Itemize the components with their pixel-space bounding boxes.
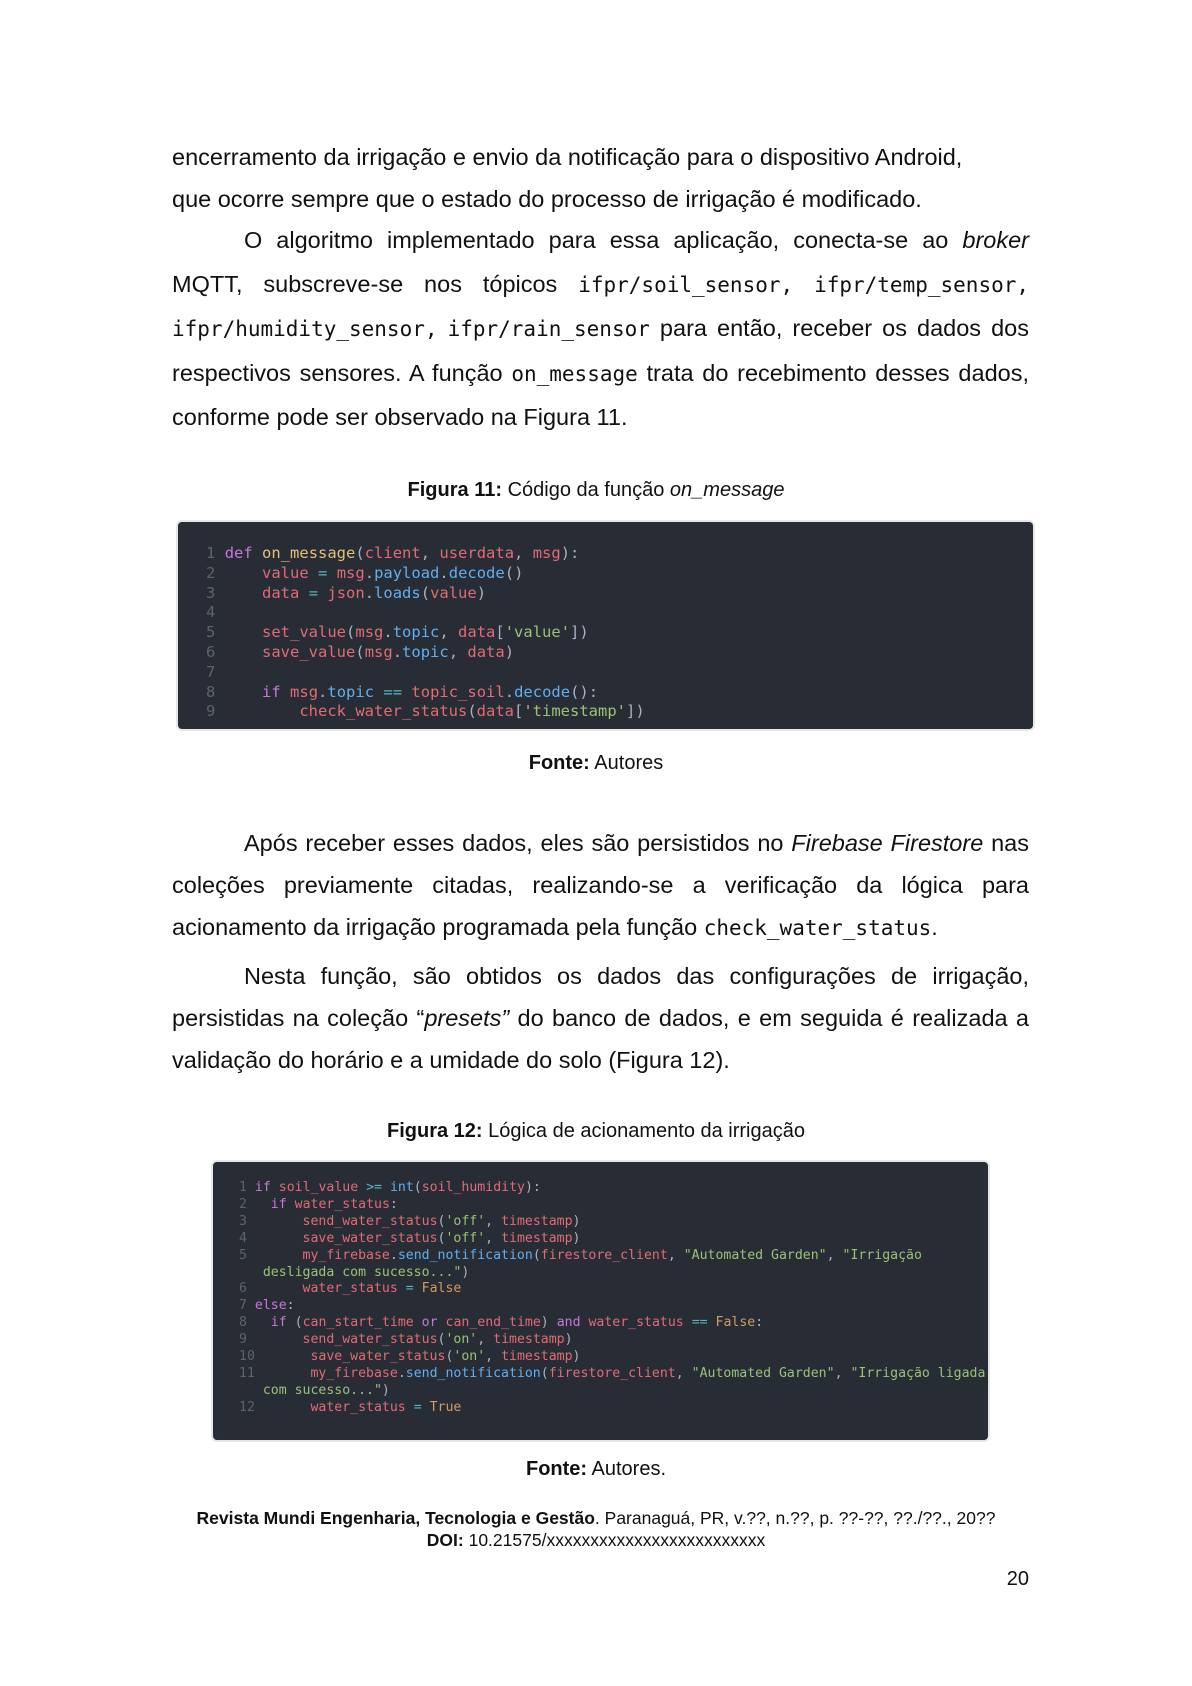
page-number: 20 [1006, 1568, 1029, 1590]
figure-11-code: 1 def on_message(client, userdata, msg): 2 value = msg.payload.decode() 3 data = json.loads(value) 4 5 set_value(msg.topic, data['value']) 6 save_value(msg.topic, data) 7 8 if msg.topic == topic_soil.decode(): 9 check_water_status(data['timestamp']) [178, 522, 1033, 729]
paragraph-firestore: Após receber esses dados, eles são persistidos no Firebase Firestore nas coleções previamente citadas, realizando-se a verificação da lógica para acionamento da irrigação programada pela função check_water_status. [172, 830, 1029, 940]
figure-12-source: Fonte: Autores. [525, 1458, 667, 1480]
paragraph-line: encerramento da irrigação e envio da notificação para o dispositivo Android, [172, 144, 963, 170]
inline-code: ifpr/soil_sensor, [578, 272, 794, 297]
paragraph-presets: Nesta função, são obtidos os dados das configurações de irrigação, persistidas na coleção “presets” do banco de dados, e em seguida é realizada a validação do horário e a umidade do solo (Figura 12). [172, 963, 1029, 1073]
figure-12-caption: Figura 12: Lógica de acionamento da irrigação [386, 1120, 805, 1142]
inline-code: ifpr/rain_sensor [447, 317, 650, 341]
paragraph-continuation [172, 136, 1029, 220]
journal-footer: Revista Mundi Engenharia, Tecnologia e Gestão. Paranaguá, PR, v.??, n.??, p. ??-??, ??./??., 20?? [196, 1508, 996, 1528]
doi-line: DOI: 10.21575/xxxxxxxxxxxxxxxxxxxxxxxxx [426, 1530, 766, 1550]
inline-code: ifpr/temp_sensor, [814, 272, 1030, 297]
paragraph-mqtt: O algoritmo implementado para essa aplicação, conecta-se ao broker MQTT, subscreve-se nos tópicos ifpr/soil_sensor, ifpr/temp_sensor, ifpr/humidity_sensor, ifpr/rain_sensor para então, receber os dados dos respectivos sensores. A função on_message trata do recebimento desses dados, conforme pode ser observado na Figura 11. [172, 227, 1030, 430]
figure-11-source: Fonte: Autores [528, 752, 664, 774]
figure-11-caption: Figura 11: Código da função on_message [407, 479, 785, 501]
figure-12-code: 1 if soil_value >= int(soil_humidity): 2 if water_status: 3 send_water_status('off', timestamp) 4 save_water_status('off', timestamp) 5 my_firebase.send_notification(firestore_client, "Automated Garden", "Irrigação desligada com sucesso...") 6 water_status = False 7 else: 8 if (can_start_time or can_end_time) and water_status == False: 9 send_water_status('on', timestamp) 10 save_water_status('on', timestamp) 11 my_firebase.send_notification(firestore_client, "Automated Garden", "Irrigação ligada com sucesso...") 12 water_status = True [213, 1162, 988, 1440]
paragraph-line: que ocorre sempre que o estado do processo de irrigação é modificado. [172, 186, 922, 212]
inline-code: check_water_status [703, 916, 932, 940]
inline-code: ifpr/humidity_sensor, [172, 317, 438, 341]
journal-name: Revista Mundi Engenharia, Tecnologia e Gestão [196, 1508, 595, 1528]
inline-code: on_message [511, 361, 638, 386]
